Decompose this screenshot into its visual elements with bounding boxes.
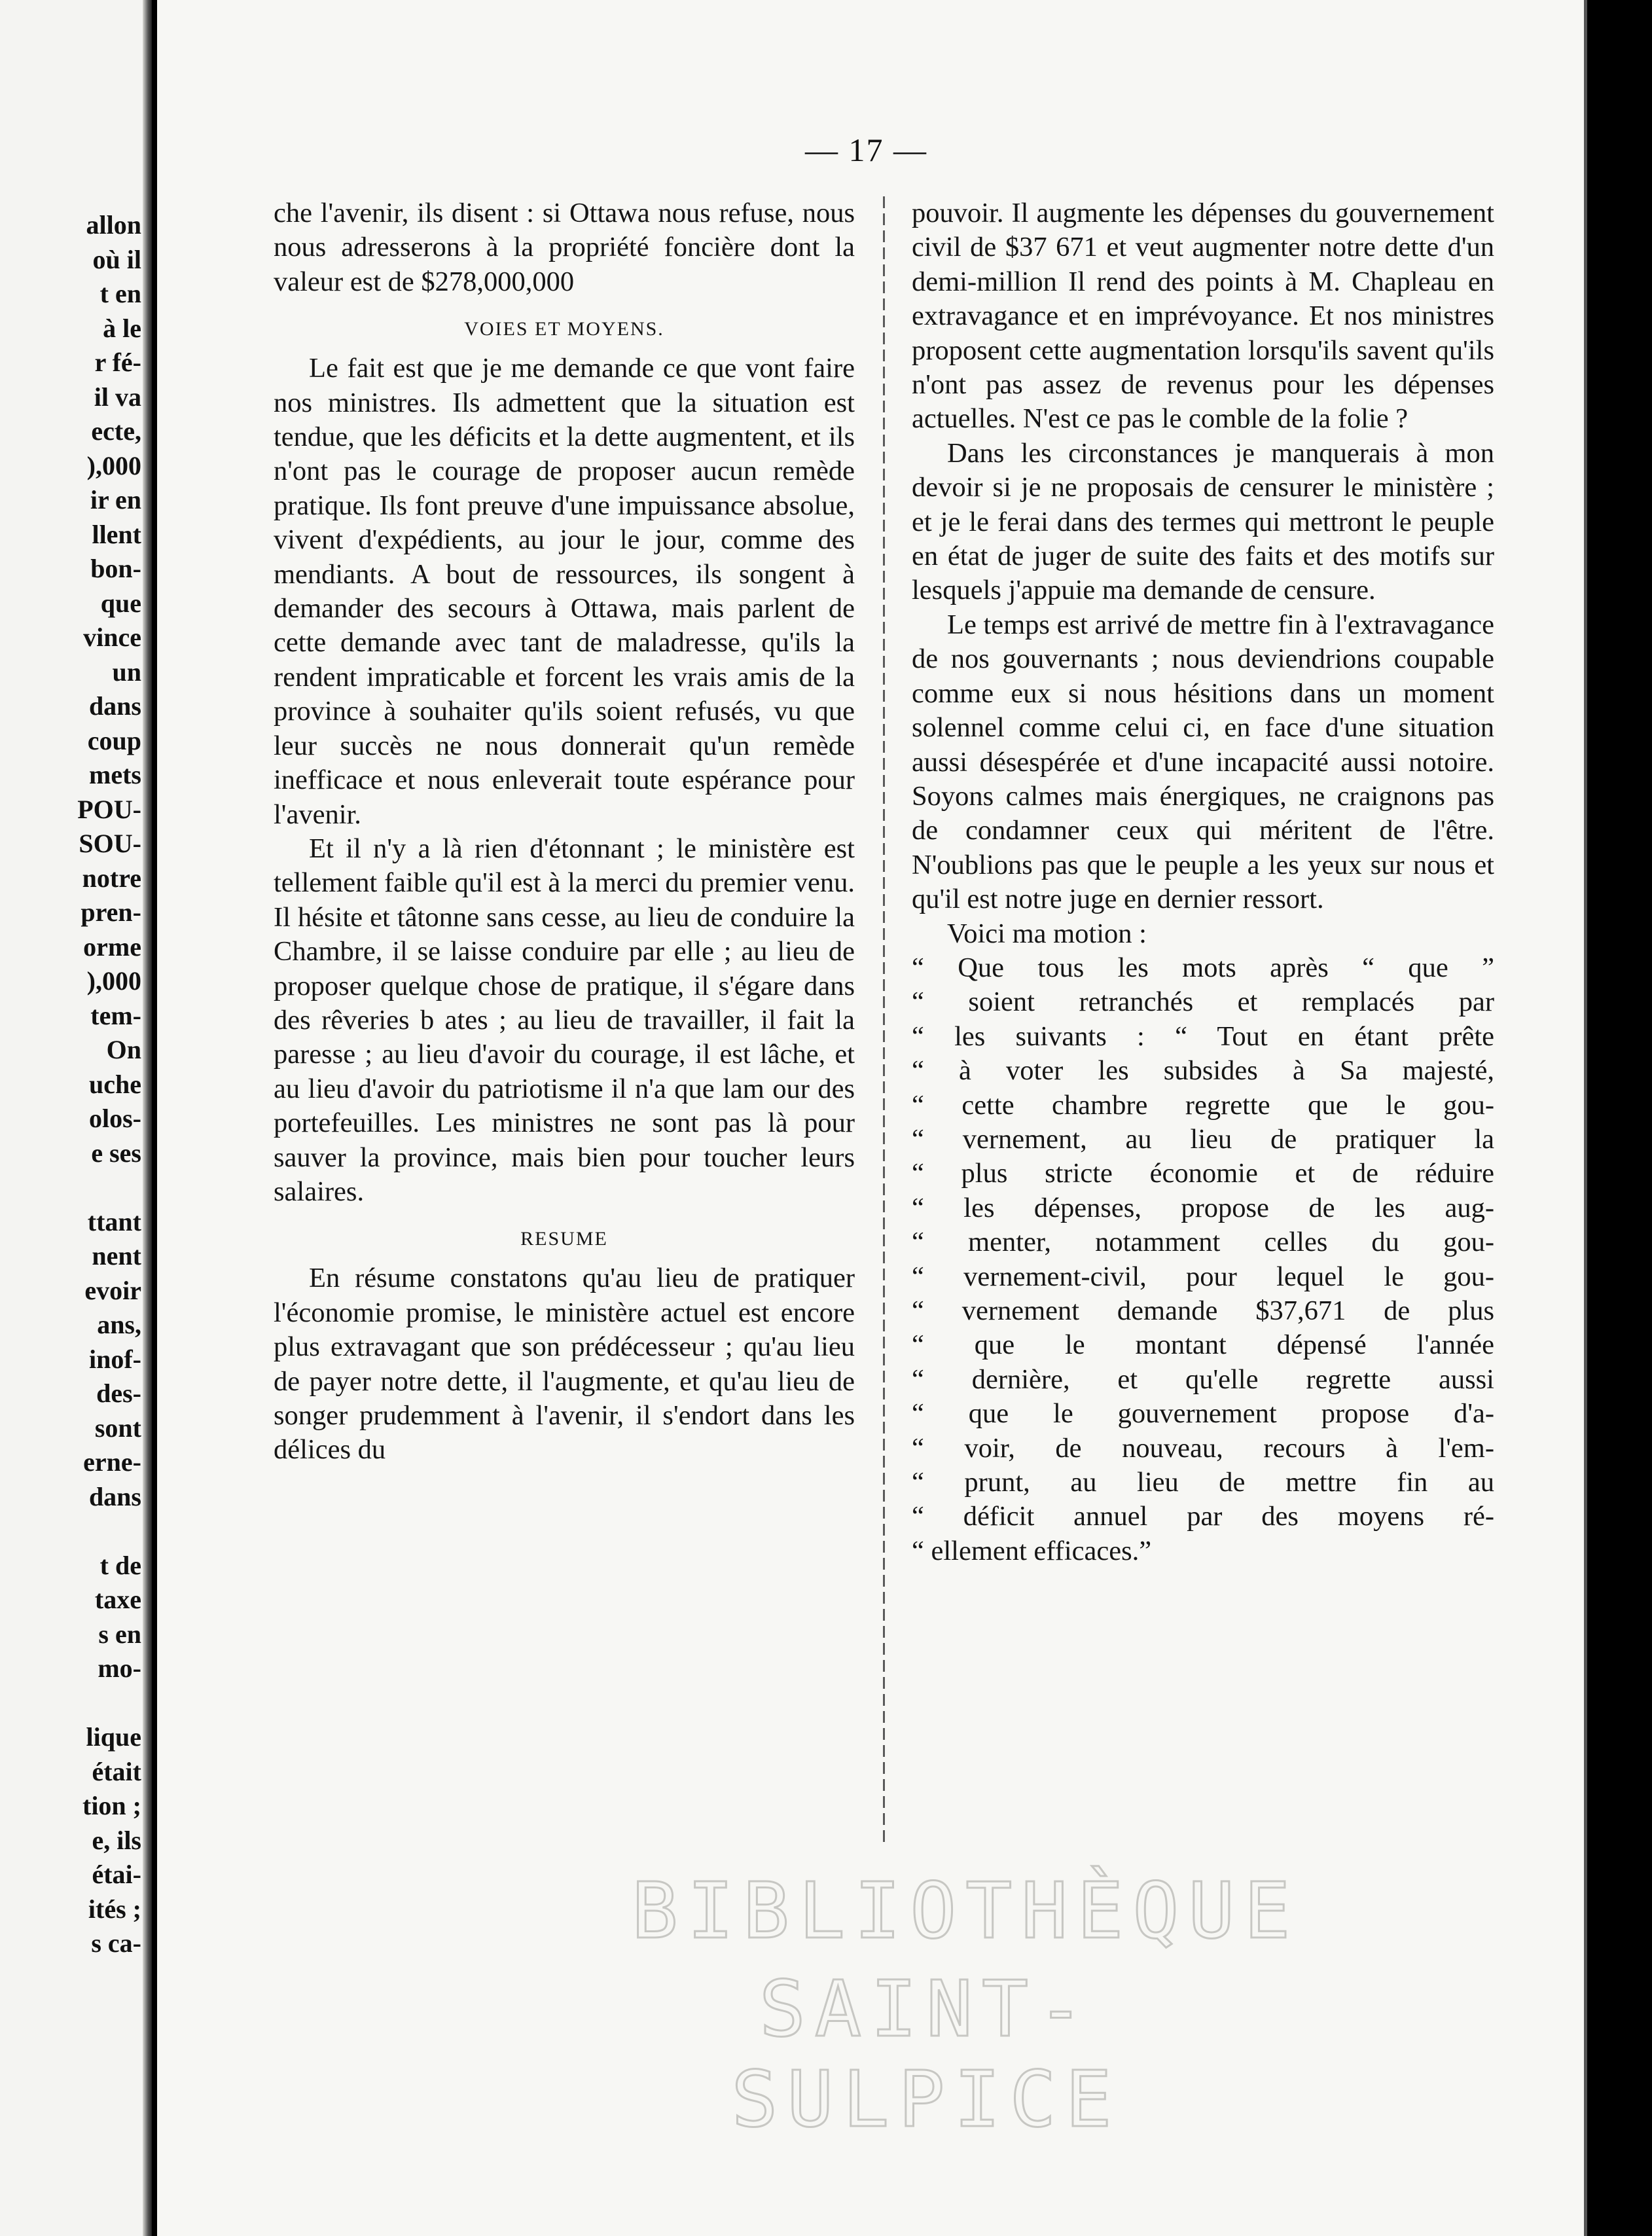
motion-line: “ les suivants : “ Tout en étant prête — [912, 1020, 1494, 1052]
previous-page-fragment: pren- — [81, 897, 141, 927]
previous-page-fragment: ans, — [97, 1310, 141, 1339]
motion-line: “ les dépenses, propose de les aug- — [912, 1192, 1494, 1223]
previous-page-fragment: On — [106, 1035, 141, 1064]
previous-page-fragment: allon — [86, 210, 141, 240]
left-column-paragraph-2: Et il n'y a là rien d'étonnant ; le ministère est tellement faible qu'il est à la merci du premier venu. Il hésite et tâtonne sans cesse, au lieu de conduire la Chambre, il se laisse conduire par elle ; au lieu de proposer quelque chose de pratique, il s'égare dans des rêveries b ates ; au lieu de travailler, il fait la paresse ; au lieu d'avoir du courage, il est lâche, et au lieu d'avoir du patriotisme il n'a que lam our des portefeuilles. Les ministres ne sont pas là pour sauver la province, mais bien pour toucher leurs salaires. — [274, 833, 855, 1207]
previous-page-fragment — [77, 1514, 141, 1549]
motion-line: “ voir, de nouveau, recours à l'em- — [912, 1432, 1494, 1464]
previous-page-fragment: orme — [83, 931, 141, 962]
previous-page-fragment: POU- — [77, 794, 141, 824]
motion-line: “ plus stricte économie et de réduire — [912, 1158, 1494, 1189]
previous-page-fragment: était — [92, 1756, 141, 1786]
motion-text — [912, 951, 1494, 1568]
right-text-column — [912, 196, 1494, 1568]
section-heading-resume: RESUME — [520, 1228, 608, 1250]
previous-page-fragment: t de — [99, 1550, 141, 1580]
left-text-column — [274, 196, 855, 1468]
library-stamp-text-2: SAINT-SULPICE — [731, 1964, 1121, 2144]
previous-page-fragment: mets — [89, 760, 141, 789]
motion-line: “ dernière, et qu'elle regrette aussi — [912, 1363, 1494, 1395]
previous-page-fragment: ),000 — [86, 966, 141, 996]
page-number: — 17 — — [805, 132, 927, 168]
previous-page-fragment: r fé- — [94, 348, 141, 377]
previous-page-fragment: étai- — [92, 1860, 141, 1889]
library-stamp-line-2 — [632, 1964, 1221, 2144]
previous-page-fragment: sont — [94, 1413, 141, 1443]
previous-page-edge — [0, 0, 152, 2236]
motion-line: “ vernement, au lieu de pratiquer la — [912, 1123, 1494, 1155]
previous-page-fragment: des- — [96, 1379, 141, 1408]
previous-page-fragment: lique — [86, 1722, 141, 1752]
motion-line: “ vernement-civil, pour lequel le gou- — [912, 1261, 1494, 1292]
previous-page-fragment: ttant — [87, 1206, 141, 1236]
previous-page-fragment: dans — [88, 691, 141, 721]
previous-page-fragment: evoir — [84, 1275, 141, 1305]
previous-page-fragment: s ca- — [91, 1928, 141, 1958]
previous-page-fragment: nent — [92, 1241, 141, 1271]
previous-page-fragment: que — [100, 588, 141, 618]
previous-page-fragment: bon- — [90, 554, 141, 583]
previous-page-fragment: il va — [94, 382, 141, 412]
right-column-paragraph-1: Dans les circonstances je manquerais à mon devoir si je ne proposais de censurer le ministère ; et je le ferai dans des termes qui mettront le peuple en état de juger de suite des faits et des motifs sur lesquels j'appuie ma demande de censure. — [912, 437, 1494, 606]
previous-page-fragment — [77, 1686, 141, 1721]
motion-line: “ menter, notamment celles du gou- — [912, 1227, 1494, 1258]
left-column-opening: che l'avenir, ils disent : si Ottawa nous refuse, nous nous adresserons à la propriété foncière dont la valeur est de $278,000,000 — [274, 198, 855, 297]
previous-page-fragment: notre — [82, 863, 141, 893]
previous-page-fragment: taxe — [94, 1585, 141, 1614]
previous-page-fragment: e, ils — [92, 1825, 141, 1855]
motion-line: “ vernement demande $37,671 de plus — [912, 1295, 1494, 1326]
previous-page-fragment: tion ; — [82, 1791, 141, 1820]
library-stamp-line-1 — [632, 1866, 1300, 1956]
motion-line: “ soient retranchés et remplacés par — [912, 986, 1494, 1018]
previous-page-fragment: coup — [87, 725, 141, 755]
previous-page-fragment: SOU- — [79, 829, 141, 858]
motion-line: “ que le montant dépensé l'année — [912, 1329, 1494, 1361]
previous-page-fragment: ités ; — [88, 1894, 141, 1924]
motion-intro: Voici ma motion : — [947, 918, 1147, 949]
previous-page-fragment: où il — [92, 244, 141, 274]
previous-page-fragment: llent — [92, 519, 141, 549]
library-stamp-text-1: BIBLIOTHÈQUE — [632, 1866, 1300, 1956]
previous-page-fragment: dans — [88, 1481, 141, 1511]
previous-page-fragment: inof- — [89, 1344, 141, 1374]
previous-page-text-fragments — [77, 208, 141, 1961]
page-right-border — [1587, 0, 1652, 2236]
motion-line: “ prunt, au lieu de mettre fin au — [912, 1467, 1494, 1498]
previous-page-fragment — [77, 1170, 141, 1205]
motion-line: “ cette chambre regrette que le gou- — [912, 1089, 1494, 1121]
previous-page-fragment: mo- — [98, 1653, 141, 1683]
left-column-paragraph-3: En résume constatons qu'au lieu de pratiquer l'économie promise, le ministère actuel est encore plus extravagant que son prédécesseur ; qu'au lieu de payer notre dette, il l'augmente, et qu'au lieu de songer prudemment à l'avenir, il s'endort dans les délices du — [274, 1263, 855, 1466]
previous-page-fragment: vince — [83, 622, 141, 652]
page-fold-shadow — [143, 0, 152, 2236]
motion-line: “ déficit annuel par des moyens ré- — [912, 1501, 1494, 1532]
previous-page-fragment: ir en — [90, 485, 141, 514]
previous-page-fragment: erne- — [83, 1447, 141, 1477]
motion-line: “ que le gouvernement propose d'a- — [912, 1398, 1494, 1430]
previous-page-fragment: un — [112, 657, 141, 687]
previous-page-fragment: e ses — [91, 1138, 141, 1168]
section-heading-voies-et-moyens: VOIES ET MOYENS. — [464, 318, 664, 340]
motion-line: “ ellement efficaces.” — [912, 1535, 1152, 1566]
previous-page-fragment: ecte, — [91, 416, 141, 446]
left-column-paragraph-1: Le fait est que je me demande ce que vont faire nos ministres. Ils admettent que la situation est tendue, que les déficits et la dette augmentent, et ils n'ont pas le courage de proposer aucun remède pratique. Ils font preuve d'une impuissance absolue, vivent d'expédients, au jour le jour, comme des mendiants. A bout de ressources, ils songent à demander des secours à Ottawa, mais parlent de cette demande avec tant de maladresse, qu'ils la rendent impraticable et forcent les vrais amis de la province à souhaiter qu'ils soient refusés, vu que leur succès ne nous donnerait qu'un remède inefficace et nous enleverait toute espérance pour l'avenir. — [274, 353, 855, 830]
previous-page-fragment: à le — [103, 313, 141, 343]
motion-line: “ Que tous les mots après “ que ” — [912, 952, 1494, 983]
motion-line: “ à voter les subsides à Sa majesté, — [912, 1055, 1494, 1087]
right-column-opening: pouvoir. Il augmente les dépenses du gouvernement civil de $37 671 et veut augmenter notre dette d'un demi-million Il rend des points à M. Chapleau en extravagance et en imprévoyance. Et nos ministres proposent cette augmentation lorsqu'ils savent qu'ils n'ont pas assez de revenus pour les dépenses actuelles. N'est ce pas le comble de la folie ? — [912, 198, 1494, 435]
previous-page-fragment: tem- — [90, 1000, 141, 1030]
previous-page-fragment: t en — [99, 279, 141, 308]
column-divider-rule — [883, 196, 885, 1846]
previous-page-fragment: olos- — [89, 1104, 141, 1133]
previous-page-fragment: uche — [89, 1069, 141, 1099]
previous-page-fragment: ),000 — [86, 450, 141, 480]
right-column-paragraph-2: Le temps est arrivé de mettre fin à l'extravagance de nos gouvernants ; nous deviendrions coupable comme eux si nous hésitions dans un moment solennel comme celui ci, en face d'une situation aussi désespérée et d'une incapacité aussi notoire. Soyons calmes mais énergiques, ne craignons pas de condamner ceux qui méritent de l'être. N'oublions pas que le peuple a les yeux sur nous et qu'il est notre juge en dernier ressort. — [912, 609, 1494, 915]
previous-page-fragment: s en — [98, 1619, 141, 1649]
